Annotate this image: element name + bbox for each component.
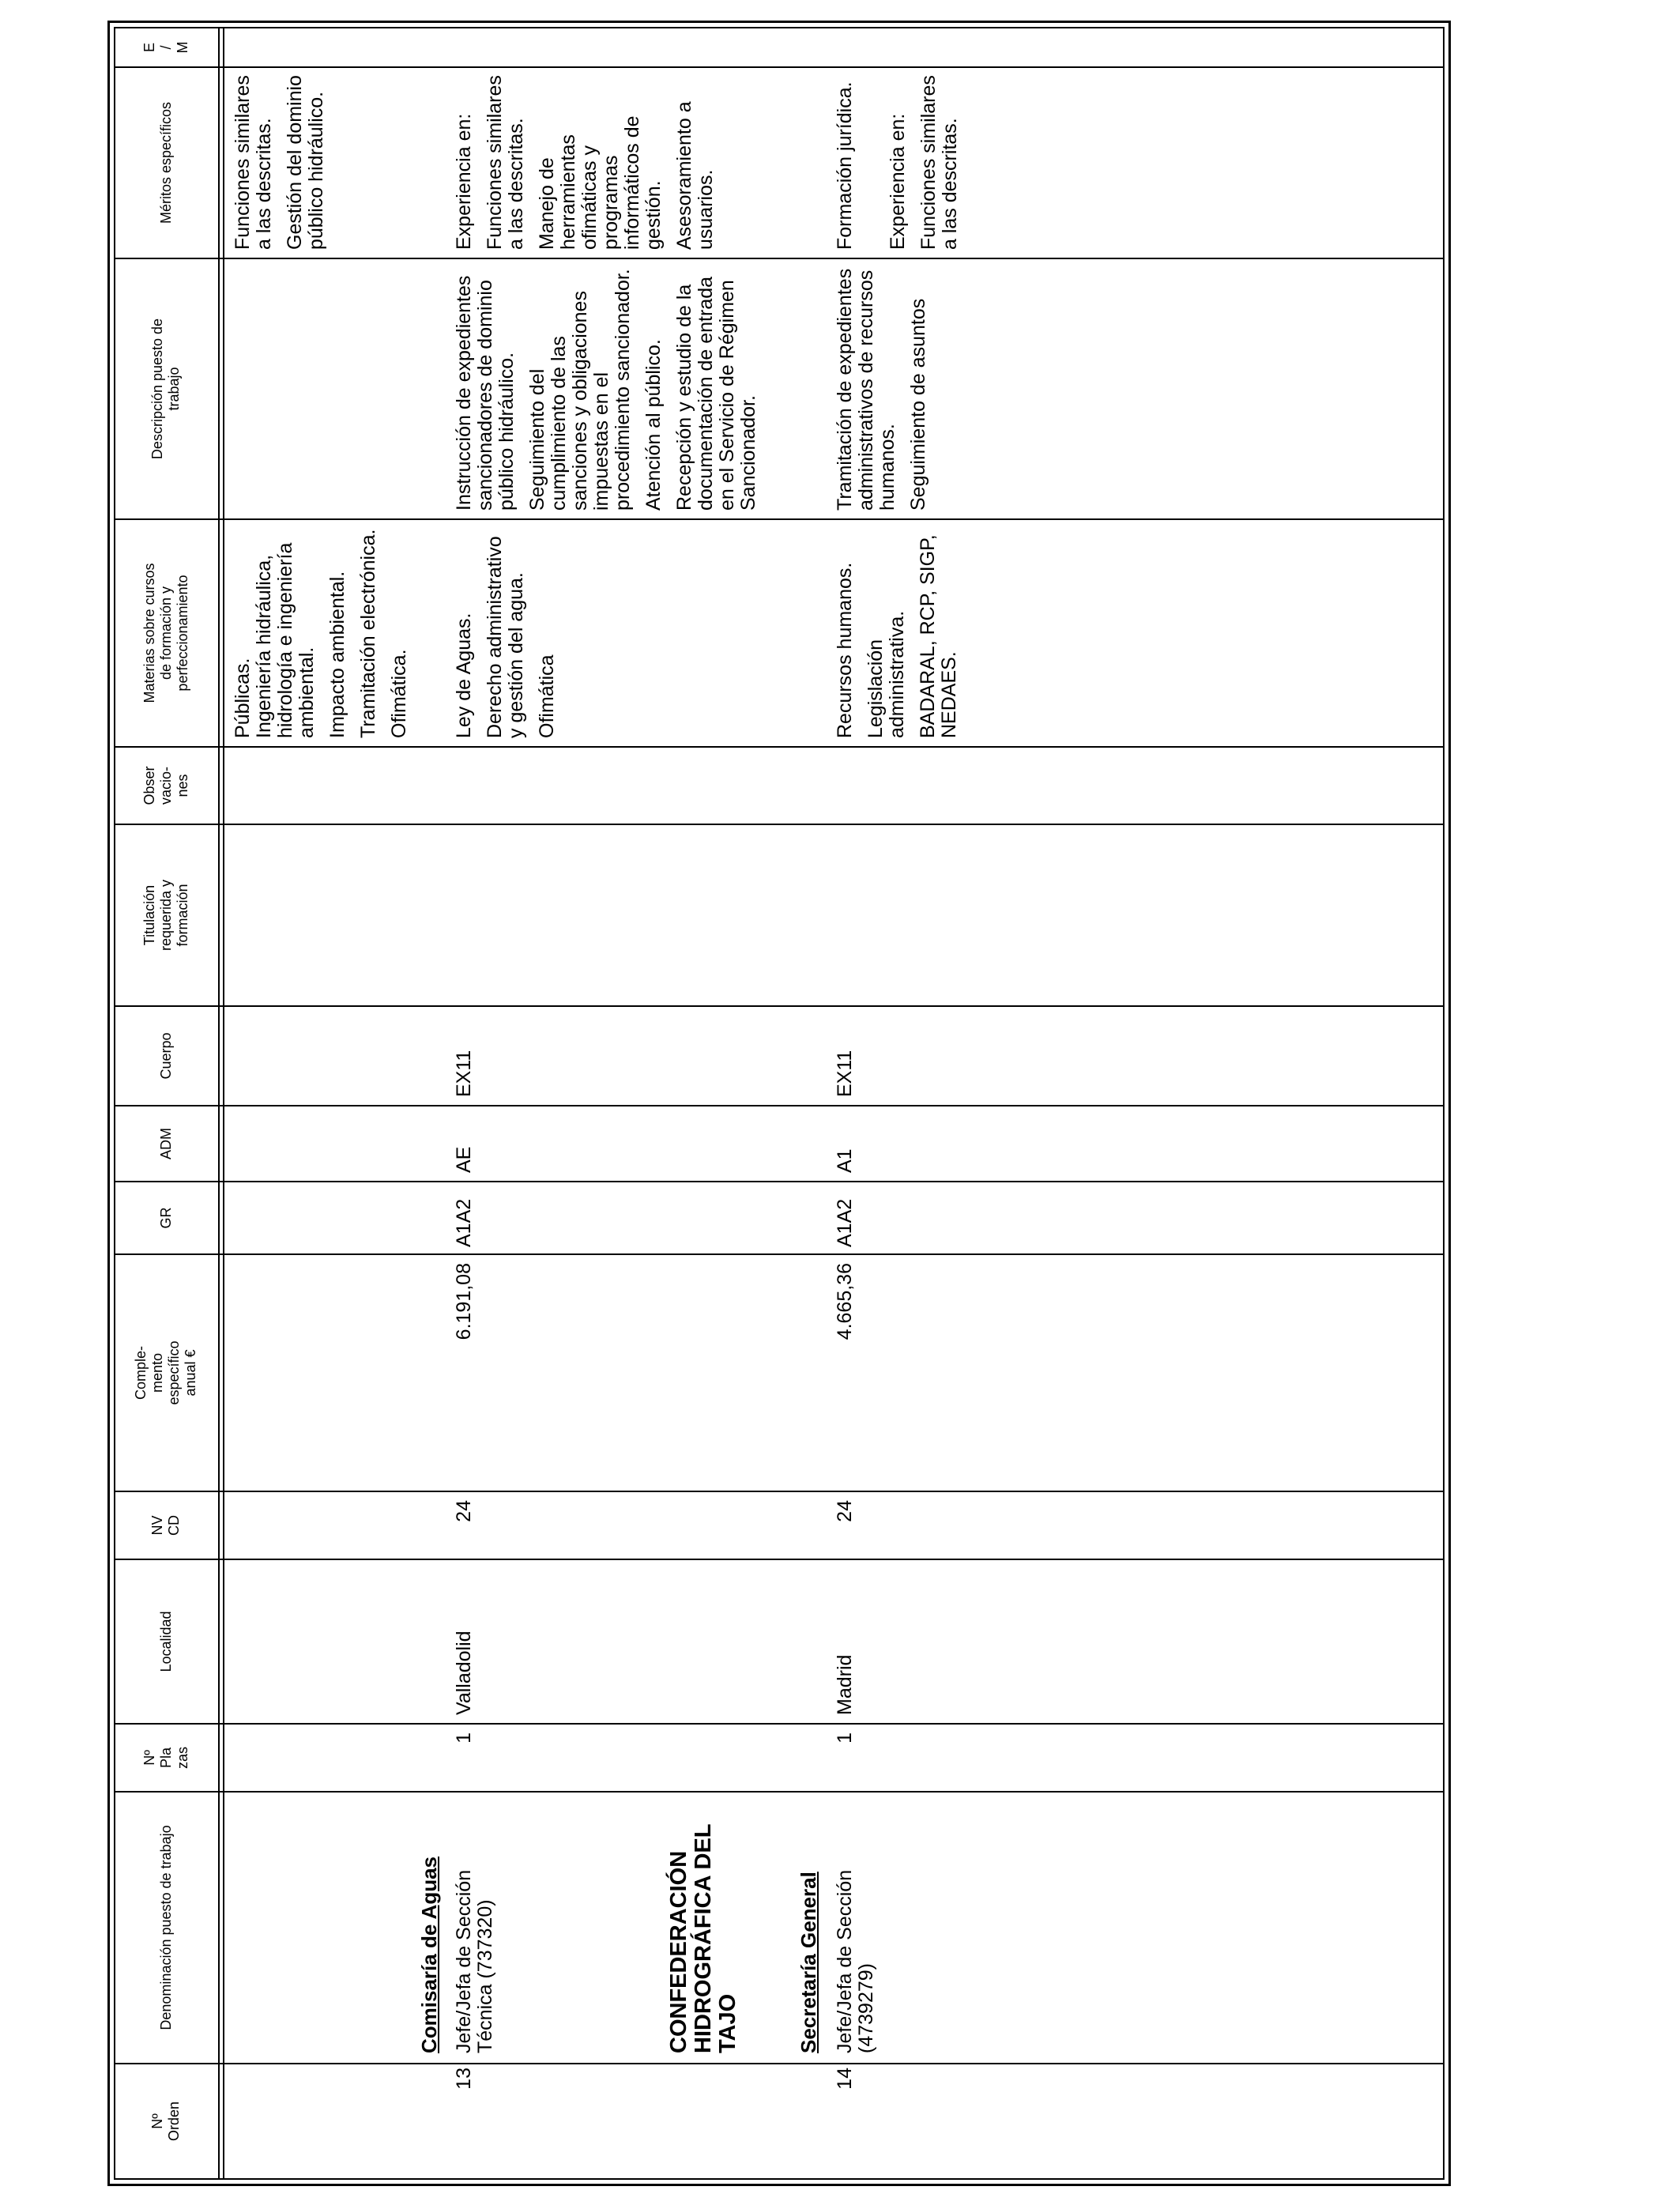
row13-materia: Ofimática — [536, 654, 558, 738]
row13-grupo: A1A2 — [453, 1198, 475, 1247]
row13-materia: Derecho administrativo y gestión del agua. — [484, 536, 527, 738]
row13-nivel: 24 — [453, 1500, 475, 1522]
organismo-title: CONFEDERACIÓN HIDROGRÁFICA DEL TAJO — [666, 1824, 740, 2053]
row14-descripcion — [834, 266, 939, 511]
header-complemento: Comple- mento específico anual € — [133, 1340, 198, 1405]
col-divider — [114, 1181, 1445, 1182]
row13-cuerpo: EX11 — [453, 1050, 475, 1097]
header-localidad: Localidad — [157, 1611, 174, 1672]
header-divider — [218, 27, 220, 2180]
row13-merito: Experiencia en: — [453, 113, 475, 250]
col-divider — [114, 824, 1445, 825]
row14-merito-formacion: Formación jurídica. — [834, 81, 856, 250]
carryover-materia: Ingeniería hidráulica, hidrología e ingeniería ambiental. — [253, 542, 318, 738]
col-divider — [114, 258, 1445, 259]
col-divider — [114, 2063, 1445, 2064]
row14-materia: Recursos humanos. — [834, 562, 856, 738]
header-descripcion: Descripción puesto de trabajo — [149, 318, 182, 460]
carryover-materia: Ofimática. — [388, 649, 410, 738]
row13-adm: AE — [453, 1146, 475, 1173]
row14-cuerpo: EX11 — [834, 1050, 856, 1097]
header-adm: ADM — [157, 1128, 174, 1159]
row14-orden: 14 — [834, 2068, 856, 2090]
row14-descripcion-item: Tramitación de expedientes administrativos de recursos humanos. — [834, 268, 898, 511]
section-secretaria-general: Secretaría General — [797, 1872, 820, 2053]
row13-complemento: 6.191,08 — [453, 1263, 475, 1340]
header-meritos: Méritos específicos — [157, 101, 174, 224]
row13-materia: Ley de Aguas. — [453, 613, 475, 738]
row13-descripcion-item: Instrucción de expedientes sancionadores de dominio público hidráulico. — [453, 275, 518, 511]
table-inner-border — [114, 27, 1445, 2180]
carryover-materia: Impacto ambiental. — [326, 571, 348, 738]
header-orden: Nº Orden — [149, 2101, 182, 2142]
col-divider — [114, 1253, 1445, 1255]
row14-materias — [834, 525, 970, 738]
row14-merito: Experiencia en: — [887, 113, 909, 250]
row14-materia: Legislación administrativa. — [864, 610, 908, 738]
row14-grupo: A1A2 — [834, 1198, 856, 1247]
row13-merito: Asesoramiento a usuarios. — [673, 101, 717, 250]
header-materias: Materias sobre cursos de formación y perfeccionamiento — [141, 563, 190, 703]
row13-orden: 13 — [453, 2068, 475, 2090]
carryover-materia: Públicas. — [232, 658, 254, 738]
carryover-merito: Funciones similares a las descritas. — [232, 75, 275, 250]
row14-nivel: 24 — [834, 1500, 856, 1522]
row13-descripcion — [454, 266, 769, 511]
header-nivel: NV CD — [149, 1515, 182, 1536]
col-divider — [114, 66, 1445, 68]
col-divider — [114, 1723, 1445, 1725]
row14-meritos — [834, 71, 970, 250]
row13-denominacion: Jefe/Jefa de Sección Técnica (737320) — [453, 1869, 496, 2053]
header-divider — [223, 27, 224, 2180]
col-divider — [114, 1491, 1445, 1492]
row14-denominacion: Jefe/Jefa de Sección (4739279) — [834, 1869, 877, 2053]
carryover-materias — [232, 525, 420, 738]
col-divider — [114, 1791, 1445, 1793]
row13-meritos — [454, 71, 726, 250]
header-cuerpo: Cuerpo — [157, 1032, 174, 1080]
header-em: E / M — [141, 41, 190, 54]
row14-complemento: 4.665,36 — [834, 1263, 856, 1340]
row14-adm: A1 — [834, 1148, 856, 1173]
row13-descripcion-item: Seguimiento del cumplimiento de las sanciones y obligaciones impuestas en el procedimiento sancionador. — [526, 269, 634, 511]
header-grupo: GR — [157, 1207, 174, 1229]
rpt-table — [107, 8, 1457, 2186]
carryover-materia: Tramitación electrónica. — [357, 529, 379, 738]
col-divider — [114, 1105, 1445, 1106]
row14-materia: BADARAL, RCP, SIGP, NEDAES. — [917, 534, 960, 738]
col-divider — [114, 746, 1445, 748]
row13-descripcion-item: Atención al público. — [642, 339, 665, 511]
row13-merito: Manejo de herramientas ofimáticas y programas informáticos de gestión. — [536, 115, 665, 250]
row13-plazas: 1 — [453, 1732, 475, 1744]
header-observaciones: Obser vacio- nes — [141, 766, 190, 805]
row14-plazas: 1 — [834, 1732, 856, 1744]
carryover-merito: Gestión del dominio público hidráulico. — [284, 75, 327, 250]
row14-localidad: Madrid — [834, 1654, 856, 1715]
row14-descripcion-item: Seguimiento de asuntos — [907, 298, 929, 511]
row13-descripcion-item: Recepción y estudio de la documentación de entrada en el Servicio de Régimen Sancionador. — [673, 276, 759, 511]
row13-merito: Funciones similares a las descritas. — [484, 75, 527, 250]
col-divider — [114, 1005, 1445, 1007]
carryover-meritos — [232, 71, 337, 250]
row13-localidad: Valladolid — [453, 1630, 475, 1715]
col-divider — [114, 518, 1445, 520]
row13-materias — [454, 525, 567, 738]
header-plazas: Nº Pla zas — [141, 1747, 190, 1770]
section-comisaria-aguas: Comisaría de Aguas — [417, 1856, 441, 2053]
row14-merito: Funciones similares a las descritas. — [917, 75, 961, 250]
col-divider — [114, 1559, 1445, 1560]
header-denominacion: Denominación puesto de trabajo — [157, 1825, 174, 2030]
header-titulacion: Titulación requerida y formación — [141, 879, 190, 952]
